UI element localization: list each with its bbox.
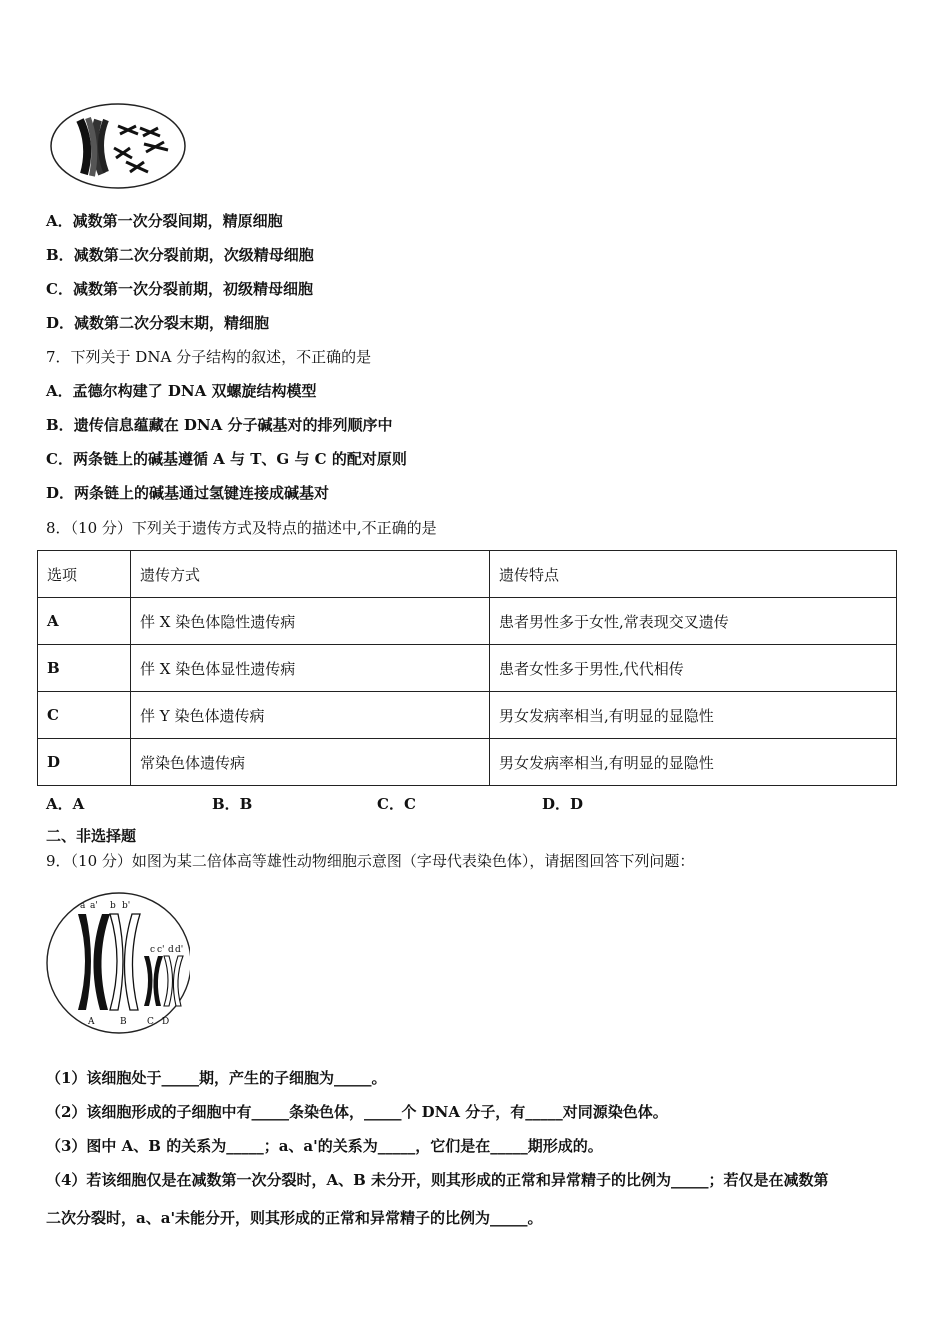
q8-answer-c: C．C bbox=[377, 795, 416, 813]
chromosome-B bbox=[110, 914, 140, 1010]
label-b: b bbox=[110, 901, 116, 911]
cell-figure-2 bbox=[44, 888, 190, 1038]
table-row bbox=[38, 739, 897, 786]
label-C: C bbox=[147, 1017, 154, 1027]
table-cell: 伴 X 染色体显性遗传病 bbox=[131, 645, 490, 692]
label-A: A bbox=[88, 1017, 95, 1027]
chromosome-C bbox=[144, 956, 163, 1006]
q9-sub-5: 二次分裂时，a、a'未能分开，则其形成的正常和异常精子的比例为_____。 bbox=[46, 1209, 543, 1227]
table-header-cell: 遗传特点 bbox=[490, 551, 897, 598]
table-cell: 男女发病率相当,有明显的显隐性 bbox=[490, 739, 897, 786]
table-cell: 患者女性多于男性,代代相传 bbox=[490, 645, 897, 692]
q8-table bbox=[37, 550, 897, 786]
table-header-cell: 遗传方式 bbox=[131, 551, 490, 598]
q9-sub-1: （1）该细胞处于_____期，产生的子细胞为_____。 bbox=[46, 1069, 387, 1087]
label-a-prime: a' bbox=[90, 901, 98, 911]
chromosome-D bbox=[164, 956, 183, 1006]
q7-option-d: D．两条链上的碱基通过氢键连接成碱基对 bbox=[46, 484, 330, 502]
table-row bbox=[38, 645, 897, 692]
q7-option-a: A．孟德尔构建了 DNA 双螺旋结构模型 bbox=[46, 382, 317, 400]
q9-sub-3: （3）图中 A、B 的关系为_____；a、a'的关系为_____，它们是在_____期形成的。 bbox=[46, 1137, 603, 1155]
table-cell: A bbox=[38, 598, 131, 645]
q9-sub-4: （4）若该细胞仅是在减数第一次分裂时，A、B 未分开，则其形成的正常和异常精子的比例为_____；若仅是在减数第 bbox=[46, 1171, 829, 1189]
chromosome-A bbox=[78, 914, 110, 1010]
chromosome-pair-small bbox=[114, 126, 168, 172]
label-c: c bbox=[150, 945, 156, 955]
table-cell: B bbox=[38, 645, 131, 692]
q6-option-b: B．减数第二次分裂前期，次级精母细胞 bbox=[46, 246, 314, 264]
table-header-row bbox=[38, 551, 897, 598]
q9-sub-2: （2）该细胞形成的子细胞中有_____条染色体，_____个 DNA 分子，有_____对同源染色体。 bbox=[46, 1103, 668, 1121]
table-header-cell: 选项 bbox=[38, 551, 131, 598]
table-cell: C bbox=[38, 692, 131, 739]
section-title: 二、非选择题 bbox=[46, 827, 137, 845]
q8-stem: 8．（10 分）下列关于遗传方式及特点的描述中,不正确的是 bbox=[46, 519, 437, 537]
chromosome-pair-large bbox=[80, 118, 106, 176]
q6-option-a: A．减数第一次分裂间期，精原细胞 bbox=[46, 212, 283, 230]
label-d-prime: d' bbox=[175, 945, 184, 955]
q7-option-b: B．遗传信息蕴藏在 DNA 分子碱基对的排列顺序中 bbox=[46, 416, 393, 434]
table-cell: 常染色体遗传病 bbox=[131, 739, 490, 786]
q8-answer-d: D．D bbox=[542, 795, 584, 813]
table-cell: 伴 X 染色体隐性遗传病 bbox=[131, 598, 490, 645]
cell-figure-1 bbox=[48, 100, 190, 192]
table-row bbox=[38, 598, 897, 645]
q8-answer-a: A．A bbox=[46, 795, 85, 813]
label-B: B bbox=[120, 1017, 127, 1027]
q7-option-c: C．两条链上的碱基遵循 A 与 T、G 与 C 的配对原则 bbox=[46, 450, 407, 468]
table-cell: 患者男性多于女性,常表现交叉遗传 bbox=[490, 598, 897, 645]
q8-answer-b: B．B bbox=[212, 795, 253, 813]
label-D: D bbox=[162, 1017, 170, 1027]
table-cell: 男女发病率相当,有明显的显隐性 bbox=[490, 692, 897, 739]
table-cell: D bbox=[38, 739, 131, 786]
table-cell: 伴 Y 染色体遗传病 bbox=[131, 692, 490, 739]
q7-stem: 7．下列关于 DNA 分子结构的叙述，不正确的是 bbox=[46, 348, 372, 366]
label-b-prime: b' bbox=[122, 901, 131, 911]
table-row bbox=[38, 692, 897, 739]
q6-option-d: D．减数第二次分裂末期，精细胞 bbox=[46, 314, 270, 332]
q9-stem: 9．（10 分）如图为某二倍体高等雄性动物细胞示意图（字母代表染色体），请据图回答下列问题： bbox=[46, 852, 695, 870]
label-c-prime: c' bbox=[157, 945, 165, 955]
q6-option-c: C．减数第一次分裂前期，初级精母细胞 bbox=[46, 280, 313, 298]
label-d: d bbox=[168, 945, 174, 955]
label-a: a bbox=[80, 901, 86, 911]
